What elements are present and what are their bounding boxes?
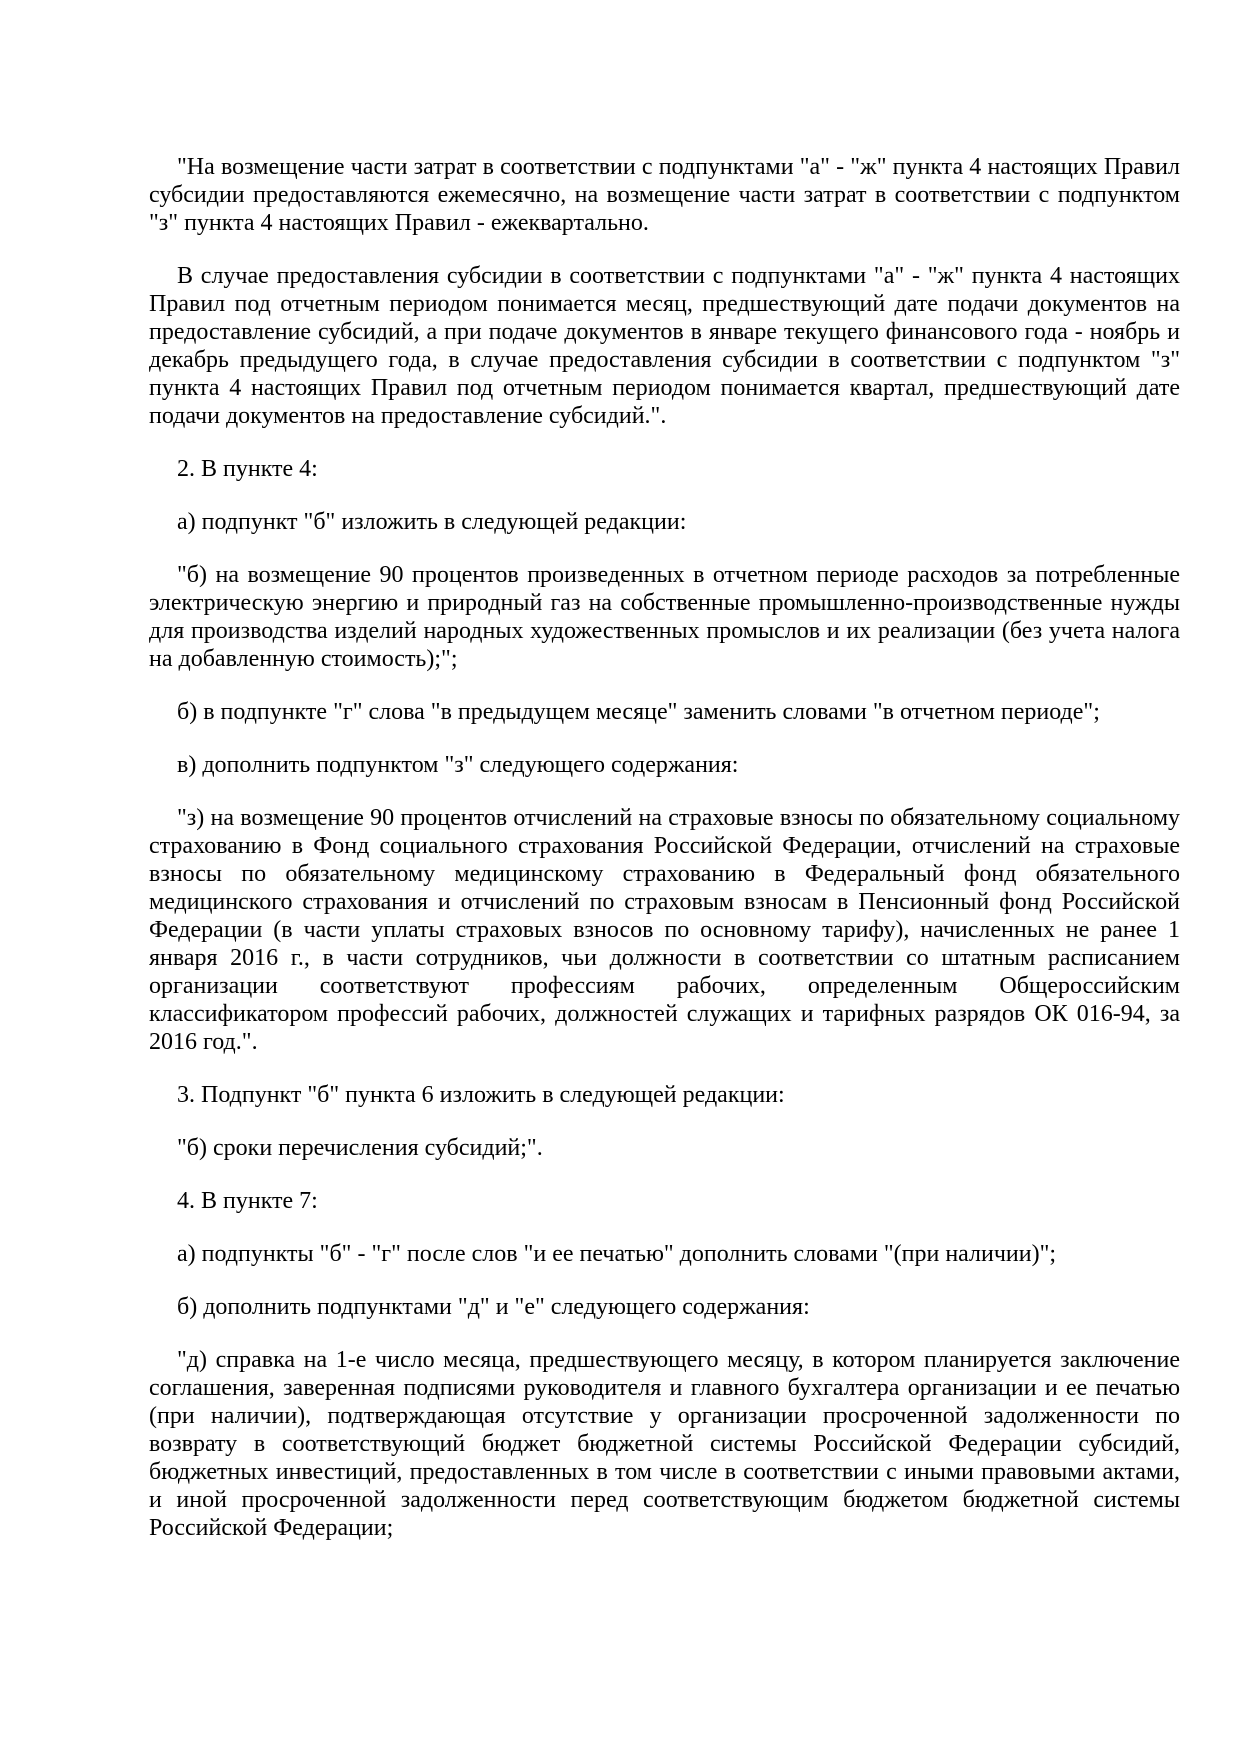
paragraph-item-3: 3. Подпункт "б" пункта 6 изложить в следующей редакции: (177, 1082, 785, 1108)
paragraph-item-2: 2. В пункте 4: (177, 456, 318, 482)
paragraph-item-2b: б) в подпункте "г" слова "в предыдущем месяце" заменить словами "в отчетном периоде"; (177, 699, 1100, 725)
paragraph-item-4: 4. В пункте 7: (177, 1188, 318, 1214)
paragraph-subitem-b-text: "б) на возмещение 90 процентов произведенных в отчетном периоде расходов за потребленные электрическую энергию и природный газ на собственные промышленно-производственные нужды для производства изделий народных художественных промыслов и их реализации (без учета налога на добавленную стоимость);"; (149, 562, 1180, 672)
paragraph-subitem-z-text: "з) на возмещение 90 процентов отчислений на страховые взносы по обязательному социальному страхованию в Фонд социального страхования Российской Федерации, отчислений на страховые взносы по обязательному медицинскому страхованию в Федеральный фонд обязательного медицинского страхования и отчислений по страховым взносам в Пенсионный фонд Российской Федерации (в части уплаты страховых взносов по основному тарифу), начисленных не ранее 1 января 2016 г., в части сотрудников, чьи должности в соответствии со штатным расписанием организации соответствуют профессиям рабочих, определенным Общероссийским классификатором профессий рабочих, должностей служащих и тарифных разрядов ОК 016-94, за 2016 год.". (149, 805, 1180, 1055)
paragraph-subitem-d-text: "д) справка на 1-е число месяца, предшествующего месяцу, в котором планируется заключение соглашения, заверенная подписями руководителя и главного бухгалтера организации и ее печатью (при наличии), подтверждающая отсутствие у организации просроченной задолженности по возврату в соответствующий бюджет бюджетной системы Российской Федерации субсидий, бюджетных инвестиций, предоставленных в том числе в соответствии с иными правовыми актами, и иной просроченной задолженности перед соответствующим бюджетом бюджетной системы Российской Федерации; (149, 1347, 1180, 1541)
paragraph-item-4a: а) подпункты "б" - "г" после слов "и ее печатью" дополнить словами "(при наличии)"; (177, 1241, 1057, 1267)
paragraph-item-2c: в) дополнить подпунктом "з" следующего содержания: (177, 752, 739, 778)
paragraph-item-4b: б) дополнить подпунктами "д" и "е" следующего содержания: (177, 1294, 810, 1320)
document-page (149, 153, 1180, 1567)
paragraph-payment-frequency: "На возмещение части затрат в соответствии с подпунктами "а" - "ж" пункта 4 настоящих Правил субсидии предоставляются ежемесячно, на возмещение части затрат в соответствии с подпунктом "з" пункта 4 настоящих Правил - ежеквартально. (149, 154, 1180, 236)
paragraph-item-3-text: "б) сроки перечисления субсидий;". (177, 1135, 543, 1161)
paragraph-item-2a: а) подпункт "б" изложить в следующей редакции: (177, 509, 687, 535)
paragraph-reporting-period: В случае предоставления субсидии в соответствии с подпунктами "а" - "ж" пункта 4 настоящих Правил под отчетным периодом понимается месяц, предшествующий дате подачи документов на предоставление субсидий, а при подаче документов в январе текущего финансового года - ноябрь и декабрь предыдущего года, в случае предоставления субсидии в соответствии с подпунктом "з" пункта 4 настоящих Правил под отчетным периодом понимается квартал, предшествующий дате подачи документов на предоставление субсидий.". (149, 263, 1180, 429)
